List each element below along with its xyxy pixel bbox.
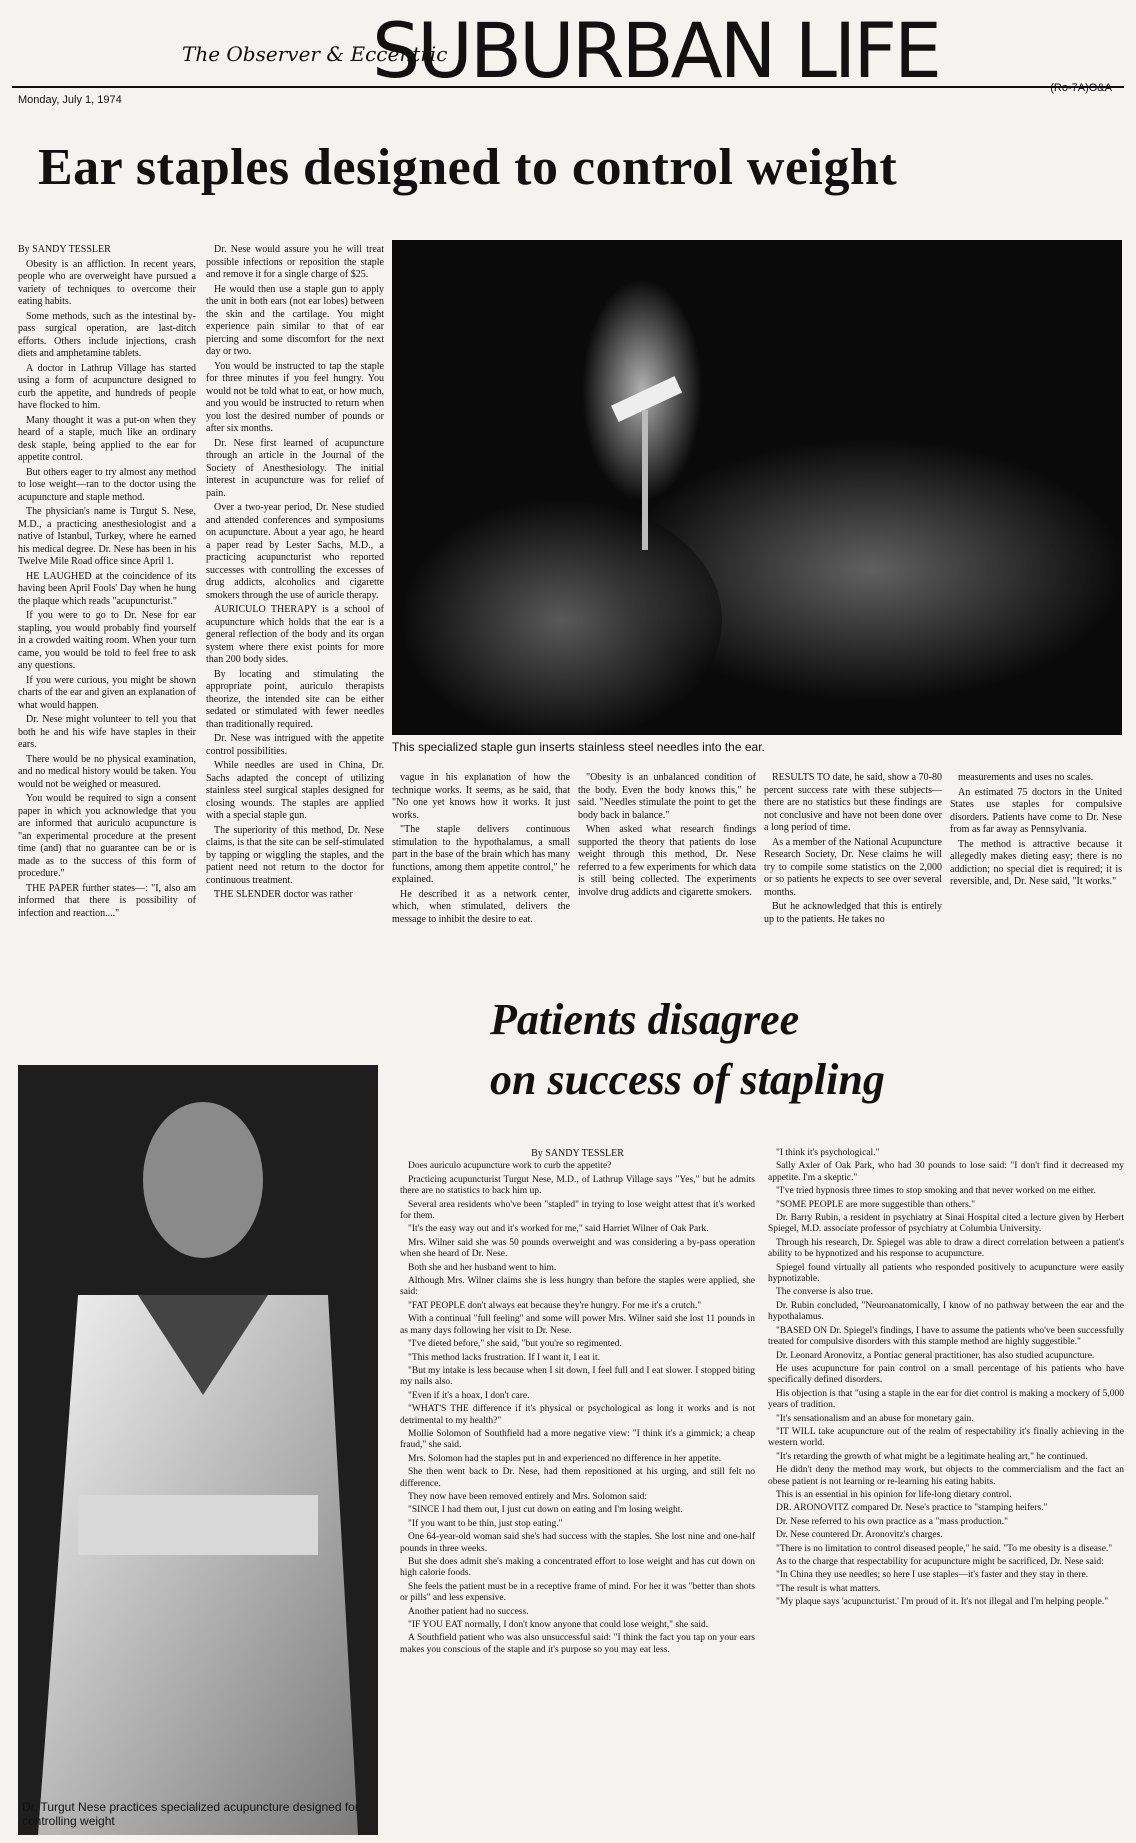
paragraph: "IF YOU EAT normally, I don't know anyone that could lose weight," she said. bbox=[408, 1620, 709, 1631]
paragraph: Another patient had no success. bbox=[408, 1606, 529, 1617]
dateline: Monday, July 1, 1974 bbox=[18, 94, 122, 106]
paragraph: "This method lacks frustration. If I want it, I eat it. bbox=[408, 1352, 600, 1363]
paragraph: When asked what research findings supported the theory that patients do lose weight through this method, Dr. Nese referred to a few experiments for which data is still being collected. The experiments involve drug addicts and cigarette smokers. bbox=[578, 824, 756, 898]
paragraph: "SOME PEOPLE are more suggestible than others." bbox=[776, 1199, 976, 1210]
paragraph: "There is no limitation to control diseased people," he said. "To me obesity is a disease." bbox=[776, 1543, 1113, 1554]
photo2-caption-line-1: Dr. Turgut Nese practices specialized acupuncture designed for bbox=[22, 1800, 359, 1814]
article1-column-4 bbox=[578, 772, 756, 901]
paragraph: Dr. Barry Rubin, a resident in psychiatry at Sinai Hospital cited a lecture given by Herbert Spiegel, M.D. associate professor of psychiatry at Columbia University. bbox=[768, 1213, 1124, 1235]
headline-2 bbox=[490, 990, 885, 1110]
paragraph: "FAT PEOPLE don't always eat because they're hungry. For me it's a crutch." bbox=[408, 1300, 702, 1311]
paragraph: AURICULO THERAPY is a school of acupuncture which holds that the ear is a general reflection of the body and its organ system where there exist points for more than 200 body sides. bbox=[206, 604, 384, 665]
paragraph: "Even if it's a hoax, I don't care. bbox=[408, 1390, 530, 1401]
paragraph: Mrs. Solomon had the staples put in and experienced no difference in her appetite. bbox=[408, 1453, 721, 1464]
article1-column-6 bbox=[950, 772, 1122, 891]
paragraph: Through his research, Dr. Spiegel was able to draw a direct correlation between a patient's ability to be hypnotized and his response to acupuncture. bbox=[768, 1237, 1124, 1260]
paragraph: "The staple delivers continuous stimulation to the hypothalamus, a small part in the base of the brain which has many functions, among them appetite control," he explained. bbox=[392, 824, 570, 885]
paragraph: Although Mrs. Wilner claims she is less hungry than before the staples were applied, she said: bbox=[400, 1276, 755, 1298]
paragraph: "I've tried hypnosis three times to stop smoking and that never worked on me either. bbox=[776, 1186, 1096, 1197]
paragraph: Spiegel found virtually all patients who responded positively to acupuncture were easily hypnotizable. bbox=[768, 1262, 1124, 1285]
paragraph: "It's the easy way out and it's worked for me," said Harriet Wilner of Oak Park. bbox=[408, 1224, 709, 1235]
article1-column-5 bbox=[764, 772, 942, 928]
paragraph: Several area residents who've been "stapled" in trying to lose weight attest that it's worked for them. bbox=[400, 1199, 755, 1222]
article1-column-1 bbox=[18, 244, 196, 922]
paragraph: THE SLENDER doctor was rather bbox=[214, 889, 353, 900]
paragraph: While needles are used in China, Dr. Sachs adapted the concept of utilizing stainless steel surgical staples designed for closing wounds. The staples are applied with a special staple gun. bbox=[206, 760, 384, 821]
paragraph: THE PAPER further states—: "I, also am informed that there is possibility of infection and reaction...." bbox=[18, 882, 196, 919]
article2-column-1 bbox=[400, 1148, 755, 1658]
paragraph: With a continual "full feeling" and some will power Mrs. Wilner said she lost 11 pounds in as many days following her visit to Dr. Nese. bbox=[400, 1314, 755, 1336]
paragraph: DR. ARONOVITZ compared Dr. Nese's practice to "stamping heifers." bbox=[776, 1503, 1048, 1514]
paragraph: Mrs. Wilner said she was 50 pounds overweight and was considering a by-pass operation when she heard of Dr. Nese. bbox=[400, 1237, 755, 1260]
byline: By SANDY TESSLER bbox=[18, 244, 111, 255]
paragraph: "BASED ON Dr. Spiegel's findings, I have to assume the patients who've been successfully treated for compulsive disorders with this stample method are highly suggestible." bbox=[768, 1325, 1124, 1348]
paragraph: Dr. Nese first learned of acupuncture through an article in the Journal of the Society of Anesthesiology. The initial interest in acupuncture was for relief of pain. bbox=[206, 437, 384, 499]
paragraph: You would be instructed to tap the staple for three minutes if you feel hungry. You would not be told what to eat, or how much, and you would be instructed to return when you lost the desired number of pounds or after six months. bbox=[206, 360, 384, 434]
staple-gun-photo bbox=[392, 240, 1122, 735]
paragraph: They now have been removed entirely and Mrs. Solomon said: bbox=[408, 1491, 648, 1502]
paragraph: If you were to go to Dr. Nese for ear stapling, you would probably find yourself in a crowded waiting room. When your turn came, you would be told to feel free to ask any questions. bbox=[18, 610, 196, 671]
paragraph: measurements and uses no scales. bbox=[958, 772, 1094, 783]
photo2-caption-line-2: controlling weight bbox=[22, 1814, 115, 1828]
paragraph: Dr. Nese countered Dr. Aronovitz's charges. bbox=[776, 1530, 943, 1541]
article1-column-3 bbox=[392, 772, 570, 928]
paragraph: HE LAUGHED at the coincidence of its having been April Fools' Day when he hung the plaque which reads "acupuncturist." bbox=[18, 570, 196, 607]
paragraph: "SINCE I had them out, I just cut down on eating and I'm losing weight. bbox=[408, 1505, 683, 1516]
paragraph: Dr. Nese might volunteer to tell you that both he and his wife have staples in their ears. bbox=[18, 714, 196, 750]
doctor-illustration bbox=[18, 1065, 378, 1835]
paragraph: Sally Axler of Oak Park, who had 30 pounds to lose said: "I don't find it decreased my appetite. I'm a skeptic." bbox=[768, 1161, 1124, 1183]
paragraph: Does auriculo acupuncture work to curb the appetite? bbox=[408, 1161, 612, 1172]
headline: Ear staples designed to control weight bbox=[38, 139, 898, 196]
masthead-small-title: The Observer & Eccentric bbox=[182, 42, 448, 66]
paragraph: "But my intake is less because when I sit down, I feel full and I eat slower. I stopped biting my nails also. bbox=[400, 1365, 755, 1388]
paragraph: He would then use a staple gun to apply the unit in both ears (not ear lobes) between the skin and the cartilage. You might experience pain similar to that of ear piercing and some discomfort for the next day or two. bbox=[206, 283, 384, 357]
paragraph: The converse is also true. bbox=[776, 1287, 873, 1298]
headline-2-line-2: on success of stapling bbox=[490, 1055, 885, 1104]
paragraph: But she does admit she's making a concentrated effort to lose weight and has cut down on high calorie foods. bbox=[400, 1557, 755, 1579]
byline-2: By SANDY TESSLER bbox=[531, 1148, 624, 1159]
photo2-caption bbox=[22, 1800, 359, 1828]
doctor-photo bbox=[18, 1065, 378, 1835]
paragraph: "WHAT'S THE difference if it's physical or psychological as long it works and is not detrimental to my health?" bbox=[400, 1404, 755, 1426]
article1-column-2 bbox=[206, 244, 384, 904]
page-code: (Ro-7A)O&A bbox=[1050, 82, 1112, 94]
paragraph: Many thought it was a put-on when they heard of a staple, much like an ordinary desk staple, being applied to the ear for appetite control. bbox=[18, 414, 196, 463]
paragraph: By locating and stimulating the appropriate point, auriculo therapists theorize, the intended site can be either sedated or stimulated with fewer needles than traditionally required. bbox=[206, 668, 384, 730]
paragraph: As a member of the National Acupuncture Research Society, Dr. Nese claims he will try to compile some statistics on the 2,000 or so patients he expects to see over several months. bbox=[764, 836, 942, 898]
paragraph: RESULTS TO date, he said, show a 70-80 percent success rate with these subjects—there are no statistics but these findings are not conclusive and have not been done over a long period of time. bbox=[764, 772, 942, 833]
paragraph: Obesity is an affliction. In recent years, people who are overweight have pursued a variety of techniques to overcome their eating habits. bbox=[18, 258, 196, 307]
paragraph: The physician's name is Turgut S. Nese, M.D., a practicing anesthesiologist and a native of Istanbul, Turkey, where he earned his medical degree. Dr. Nese has been in his Twelve Mile Road office since April 1. bbox=[18, 506, 196, 567]
paragraph: He didn't deny the method may work, but objects to the commercialism and the fact an obese patient is not learning or re-learning his eating habits. bbox=[768, 1465, 1124, 1487]
masthead bbox=[12, 6, 1124, 95]
paragraph: Some methods, such as the intestinal by-pass surgical operation, are last-ditch efforts. Others include injections, crash diets and amphetamine tablets. bbox=[18, 310, 196, 359]
paragraph: vague in his explanation of how the technique works. It seems, as he said, that "No one yet knows how it works. It just works. bbox=[392, 772, 570, 821]
paragraph: "If you want to be thin, just stop eating." bbox=[408, 1518, 563, 1529]
paragraph: "My plaque says 'acupuncturist.' I'm proud of it. It's not illegal and I'm helping people." bbox=[776, 1597, 1109, 1608]
staple-gun-illustration bbox=[392, 240, 1122, 735]
paragraph: An estimated 75 doctors in the United States use staples for compulsive disorders. Patients have come to Dr. Nese from as far away as Pennsylvania. bbox=[950, 786, 1122, 835]
paragraph: But he acknowledged that this is entirely up to the patients. He takes no bbox=[764, 901, 942, 925]
paragraph: A doctor in Lathrup Village has started using a form of acupuncture designed to curb the appetite, and hundreds of people have flocked to him. bbox=[18, 362, 196, 411]
paragraph: "It's retarding the growth of what might be a legitimate healing art," he continued. bbox=[776, 1451, 1088, 1462]
paragraph: "The result is what matters. bbox=[776, 1583, 881, 1594]
paragraph: Both she and her husband went to him. bbox=[408, 1262, 557, 1273]
paragraph: Dr. Nese was intrigued with the appetite control possibilities. bbox=[206, 733, 384, 757]
paragraph: There would be no physical examination, and no medical history would be taken. You would not be weighed or measured. bbox=[18, 753, 196, 790]
paragraph: A Southfield patient who was also unsuccessful said: "I think the fact you tap on your ears makes you conscious of the staple and it's purpose so you may eat less. bbox=[400, 1633, 755, 1655]
paragraph: Dr. Nese referred to his own practice as a "mass production." bbox=[776, 1516, 1008, 1527]
paragraph: He uses acupuncture for pain control on a small percentage of his patients who have specifically defined disorders. bbox=[768, 1363, 1124, 1386]
headline-2-line-1: Patients disagree bbox=[490, 995, 800, 1044]
paragraph: Dr. Leonard Aronovitz, a Pontiac general practitioner, has also studied acupuncture. bbox=[776, 1350, 1095, 1361]
paragraph: "In China they use needles; so here I use staples—it's faster and they stay in there. bbox=[776, 1570, 1089, 1581]
paragraph: "I think it's psychological." bbox=[776, 1148, 880, 1158]
paragraph: His objection is that "using a staple in the ear for diet control is making a mockery of 5,000 years of tradition. bbox=[768, 1388, 1124, 1411]
paragraph: "IT WILL take acupuncture out of the realm of respectability it's finally achieving in the western world. bbox=[768, 1426, 1124, 1449]
paragraph: Dr. Rubin concluded, "Neuroanatomically, I know of no pathway between the ear and the hypothalamus. bbox=[768, 1300, 1124, 1323]
paragraph: But others eager to try almost any method to lose weight—ran to the doctor using the acupuncture and staple method. bbox=[18, 466, 196, 503]
paragraph: As to the charge that respectability for acupuncture might be sacrificed, Dr. Nese said: bbox=[776, 1557, 1104, 1567]
paragraph: This is an essential in his opinion for life-long dietary control. bbox=[776, 1489, 1012, 1500]
paragraph: He described it as a network center, which, when stimulated, delivers the message to inhibit the desire to eat. bbox=[392, 888, 570, 925]
masthead-title: SUBURBAN LIFE bbox=[372, 6, 940, 95]
paragraph: She feels the patient must be in a receptive frame of mind. For her it was "better than shots or pills" and less expensive. bbox=[400, 1581, 755, 1604]
paragraph: Over a two-year period, Dr. Nese studied and attended conferences and symposiums on acupuncture. About a year ago, he heard a paper read by Lester Sachs, M.D., a practicing acupuncturist who reported successes with controlling the excesses of drug addicts, alcoholics and cigarette smokers through the use of auricle therapy. bbox=[206, 502, 384, 601]
paragraph: Practicing acupuncturist Turgut Nese, M.D., of Lathrup Village says "Yes," but he admits there are no statistics to back him up. bbox=[400, 1174, 755, 1197]
photo1-caption: This specialized staple gun inserts stainless steel needles into the ear. bbox=[392, 740, 765, 754]
paragraph: If you were curious, you might be shown charts of the ear and given an explanation of what would happen. bbox=[18, 674, 196, 711]
paragraph: The method is attractive because it allegedly makes dieting easy; there is no addiction; no special diet is required; it is reversible, and, Dr. Nese said, "It works." bbox=[950, 838, 1122, 887]
paragraph: "It's sensationalism and an abuse for monetary gain. bbox=[776, 1413, 974, 1424]
paragraph: She then went back to Dr. Nese, had them repositioned at his urging, and still felt no difference. bbox=[400, 1467, 755, 1489]
paragraph: "Obesity is an unbalanced condition of the body. Even the body knows this," he said. "Needles stimulate the point to get the body back in balance." bbox=[578, 772, 756, 821]
article2-column-2 bbox=[768, 1148, 1124, 1611]
paragraph: "I've dieted before," she said, "but you're so regimented. bbox=[408, 1339, 622, 1350]
paragraph: Dr. Nese would assure you he will treat possible infections or reposition the staple and remove it for a single charge of $25. bbox=[206, 244, 384, 280]
paragraph: The superiority of this method, Dr. Nese claims, is that the site can be self-stimulated by tapping or wiggling the staples, and the patient need not return to the doctor for continuous treatment. bbox=[206, 824, 384, 886]
paragraph: You would be required to sign a consent paper in which you acknowledge that you are informed that auriculo acupuncture is "an experimental procedure at the present time (and) that no guarantee can be or is made as to the success of this form of procedure." bbox=[18, 793, 196, 879]
paragraph: Mollie Solomon of Southfield had a more negative view: "I think it's a gimmick; a cheap fraud," she said. bbox=[400, 1428, 755, 1451]
paragraph: One 64-year-old woman said she's had success with the staples. She lost nine and one-half pounds in three weeks. bbox=[400, 1532, 755, 1554]
